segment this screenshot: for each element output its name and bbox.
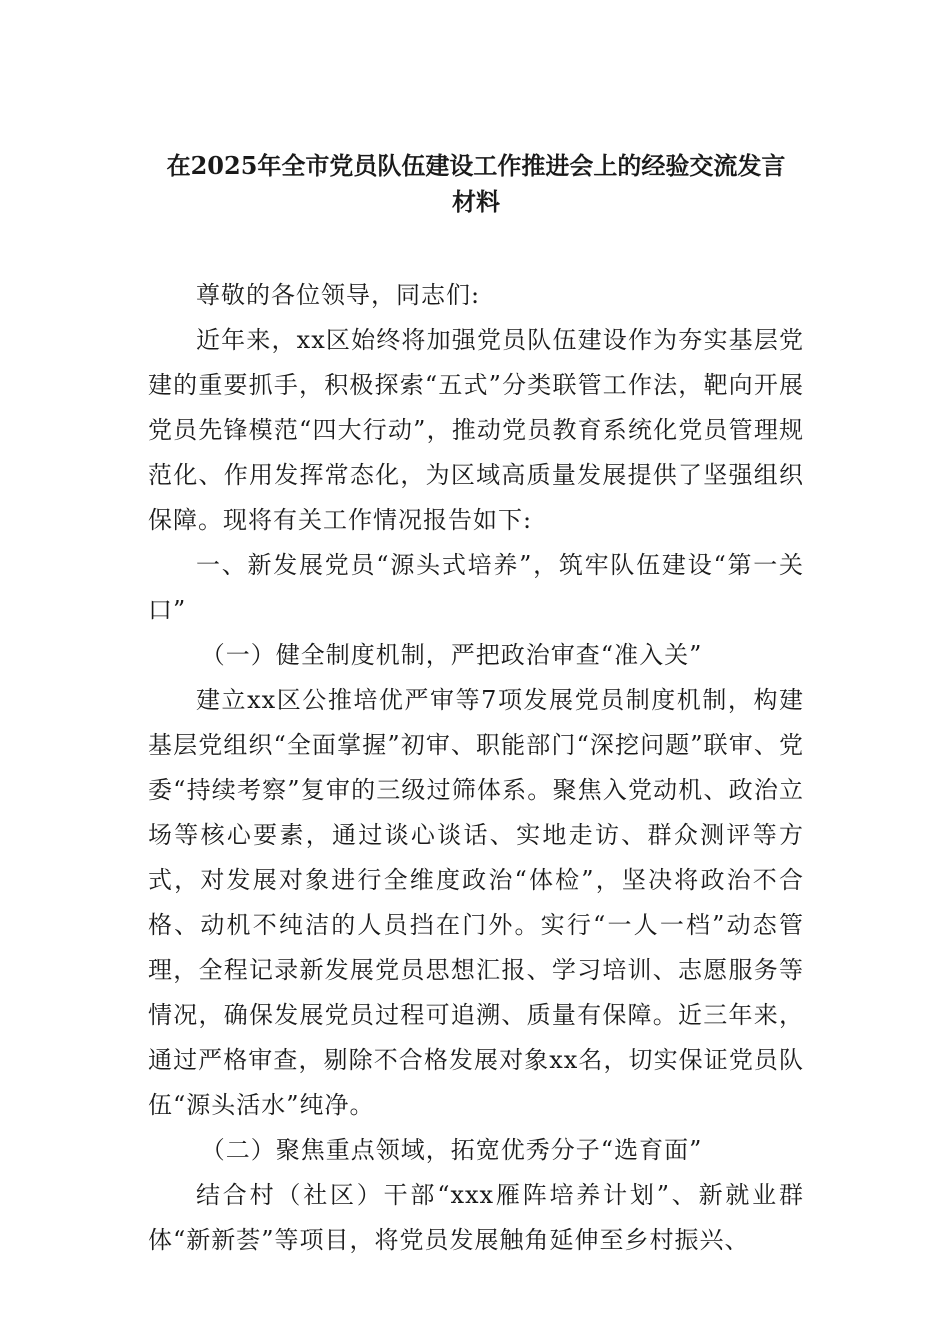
subsection-1-heading: （一）健全制度机制，严把政治审查“准入关” bbox=[200, 641, 703, 669]
subsection-2-heading: （二）聚焦重点领域，拓宽优秀分子“选育面” bbox=[200, 1136, 703, 1164]
document-page bbox=[148, 148, 804, 1263]
subsection-1-body: 建立xx区公推培优严审等7项发展党员制度机制，构建基层党组织“全面掌握”初审、职能部门“深挖问题”联审、党委“持续考察”复审的三级过筛体系。聚焦入党动机、政治立场等核心要素，通过谈心谈话、实地走访、群众测评等方式，对发展对象进行全维度政治“体检”，坚决将政治不合格、动机不纯洁的人员挡在门外。实行“一人一档”动态管理，全程记录新发展党员思想汇报、学习培训、志愿服务等情况，确保发展党员过程可追溯、质量有保障。近三年来，通过严格审查，剔除不合格发展对象xx名，切实保证党员队伍“源头活水”纯净。 bbox=[148, 686, 804, 1119]
title-line-2: 材料 bbox=[452, 187, 500, 216]
section-1-heading: 一、新发展党员“源头式培养”，筑牢队伍建设“第一关口” bbox=[148, 551, 804, 624]
title-line-1: 在2025年全市党员队伍建设工作推进会上的经验交流发言 bbox=[166, 151, 786, 180]
intro-paragraph: 近年来，xx区始终将加强党员队伍建设作为夯实基层党建的重要抓手，积极探索“五式”分类联管工作法，靶向开展党员先锋模范“四大行动”，推动党员教育系统化党员管理规范化、作用发挥常态化，为区域高质量发展提供了坚强组织保障。现将有关工作情况报告如下: bbox=[148, 326, 804, 534]
greeting: 尊敬的各位领导，同志们: bbox=[196, 281, 481, 309]
document-title bbox=[140, 148, 812, 220]
subsection-2-body: 结合村（社区）干部“xxx雁阵培养计划”、新就业群体“新新荟”等项目，将党员发展触角延伸至乡村振兴、 bbox=[148, 1181, 804, 1254]
